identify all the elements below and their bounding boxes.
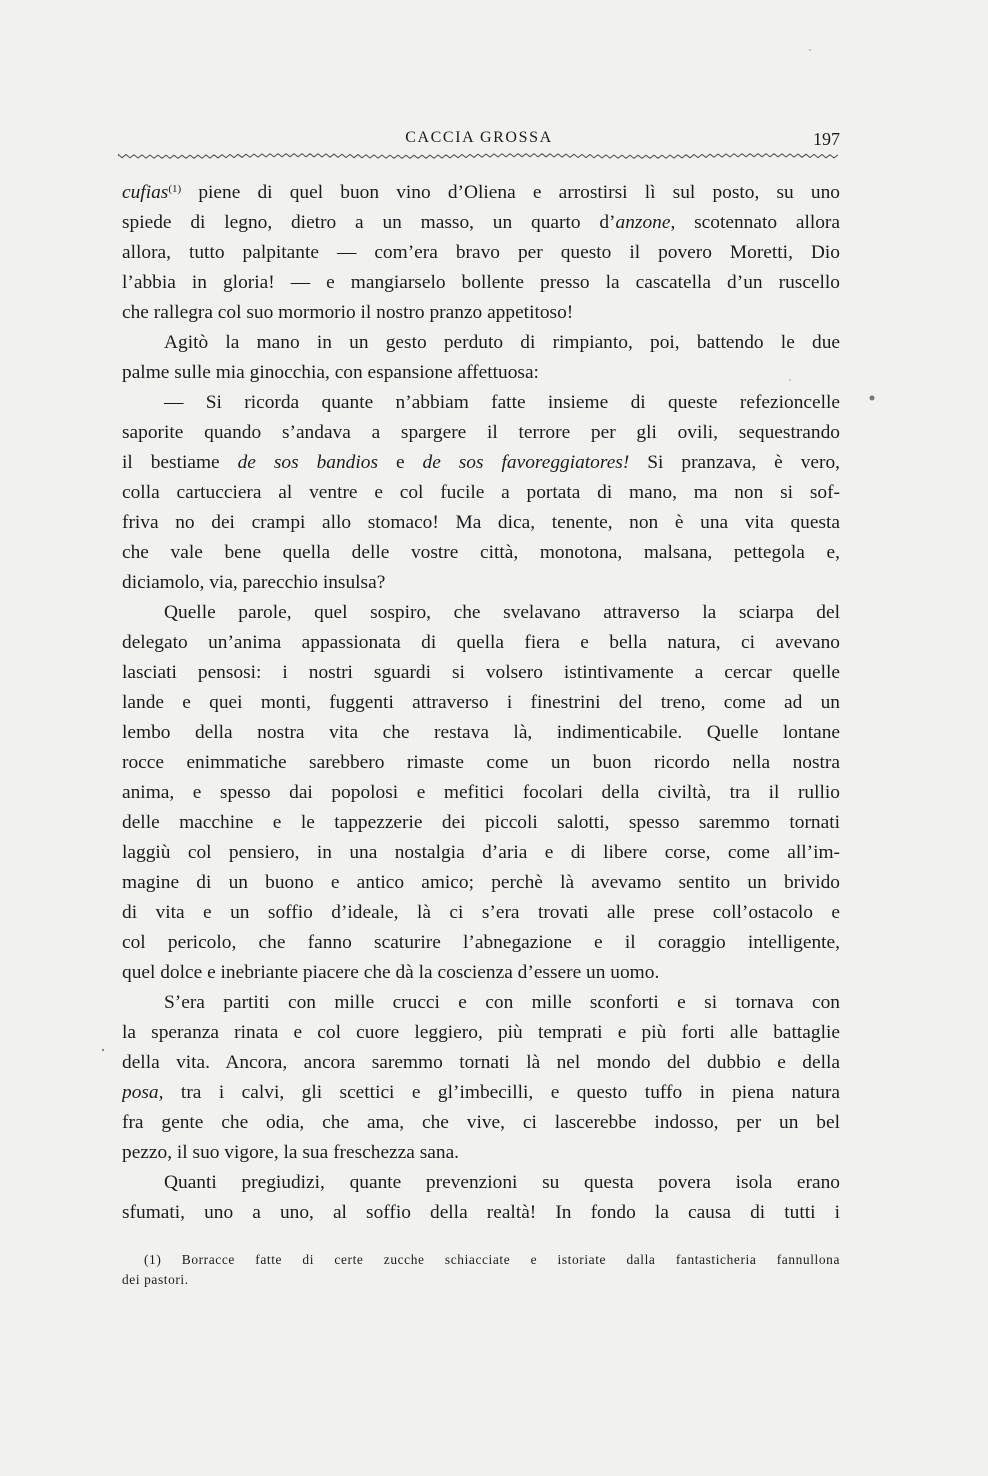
text-line: spiede di legno, dietro a un masso, un quarto d’anzone, scotennato allora [122,212,840,233]
text-line: — Si ricorda quante n’abbiam fatte insieme di queste refezioncelle [164,392,840,413]
text-line: cufias$^{(1)}$ piene di quel buon vino d’Oliena e arrostirsi lì sul posto, su uno [122,182,840,203]
text-line: Quelle parole, quel sospiro, che svelavano attraverso la sciarpa del [164,602,840,623]
italic-term: cufias [122,182,169,203]
text-line: Agitò la mano in un gesto perduto di rimpianto, poi, battendo le due [164,332,840,353]
text-line: quel dolce e inebriante piacere che dà la coscienza d’essere un uomo. [122,962,660,983]
footnote-marker: (1) [168,183,182,195]
running-title: CACCIA GROSSA [405,129,553,146]
text-line: della vita. Ancora, ancora saremmo tornati là nel mondo del dubbio e della [122,1052,840,1073]
text-line: il bestiame de sos bandios e de sos favoreggiatores! Si pranzava, è vero, [122,452,840,473]
footnote-line: (1) Borracce fatte di certe zucche schiacciate e istoriate dalla fantasticheria fannullona [144,1252,840,1267]
footnote [122,1250,840,1290]
italic-term: posa, [122,1082,164,1103]
text-line: lasciati pensosi: i nostri sguardi si volsero istintivamente a cercar quelle [122,662,840,683]
text-line: fra gente che odia, che ama, che vive, ci lascerebbe indosso, per un bel [122,1112,840,1133]
text-line: rocce enimmatiche sarebbero rimaste come un buon ricordo nella nostra [122,752,840,773]
text-line: lande e quei monti, fuggenti attraverso i finestrini del treno, come ad un [122,692,840,713]
text-line: lembo della nostra vita che restava là, indimenticabile. Quelle lontane [122,722,840,743]
text-line: delle macchine e le tappezzerie dei piccoli salotti, spesso saremmo tornati [122,812,840,833]
footnote-line: dei pastori. [122,1272,189,1287]
text-line: la speranza rinata e col cuore leggiero, più temprati e più forti alle battaglie [122,1022,840,1043]
text-line: palme sulle mia ginocchia, con espansione affettuosa: [122,362,539,383]
italic-term: de sos favoreggiatores! [422,452,630,473]
text-line: laggiù col pensiero, in una nostalgia d’aria e di libere corse, come all’im- [122,842,840,863]
italic-term: de sos bandios [237,452,378,473]
text-line: sfumati, uno a uno, al soffio della realtà! In fondo la causa di tutti i [122,1202,840,1223]
text-line: delegato un’anima appassionata di quella fiera e bella natura, ci avevano [122,632,840,653]
body-text [122,178,840,1228]
wavy-header-rule [118,150,840,162]
text-line: magine di un buono e antico amico; perchè là avevamo sentito un brivido [122,872,840,893]
page-number: 197 [813,129,840,149]
text-line: posa, tra i calvi, gli scettici e gl’imbecilli, e questo tuffo in piena natura [122,1082,840,1103]
text-line: saporite quando s’andava a spargere il terrore per gli ovili, sequestrando [122,422,840,443]
text-line: di vita e un soffio d’ideale, là ci s’era trovati alle prese coll’ostacolo e [122,902,840,923]
text-line: anima, e spesso dai popolosi e mefitici focolari della civiltà, tra il rullio [122,782,840,803]
text-line: pezzo, il suo vigore, la sua freschezza sana. [122,1142,460,1163]
text-line: allora, tutto palpitante — com’era bravo per questo il povero Moretti, Dio [122,242,840,263]
text-line: che rallegra col suo mormorio il nostro pranzo appetitoso! [122,302,574,323]
italic-term: anzone [615,212,671,233]
text-line: Quanti pregiudizi, quante prevenzioni su questa povera isola erano [164,1172,840,1193]
text-line: diciamolo, via, parecchio insulsa? [122,572,386,593]
text-line: col pericolo, che fanno scaturire l’abnegazione e il coraggio intelligente, [122,932,840,953]
text-line: colla cartucciera al ventre e col fucile a portata di mano, ma non si sof- [122,482,840,503]
text-line: friva no dei crampi allo stomaco! Ma dica, tenente, non è una vita questa [122,512,840,533]
text-line: l’abbia in gloria! — e mangiarselo bollente presso la cascatella d’un ruscello [122,272,840,293]
text-line: S’era partiti con mille crucci e con mille sconforti e si tornava con [164,992,840,1013]
text-line: che vale bene quella delle vostre città, monotona, malsana, pettegola e, [122,542,840,563]
